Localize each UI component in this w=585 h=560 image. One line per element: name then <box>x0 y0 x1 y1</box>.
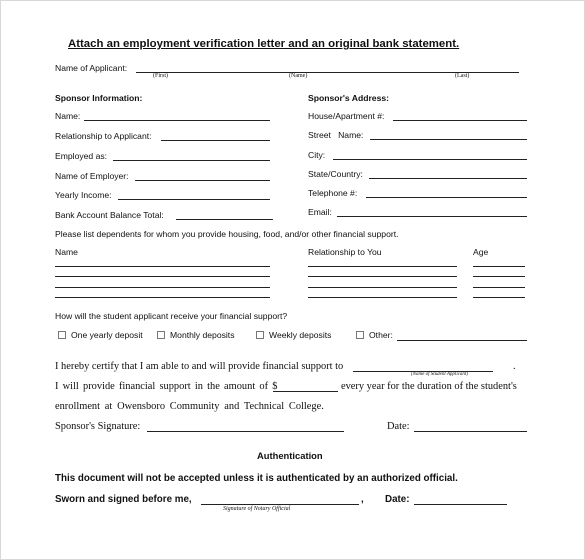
dependents-prompt: Please list dependents for whom you provide housing, food, and/or other financial support. <box>55 229 399 239</box>
support-amount-field[interactable] <box>273 391 338 392</box>
authentication-notice: This document will not be accepted unless it is authenticated by an authorized official. <box>55 473 458 484</box>
dependent-name-field-2[interactable] <box>55 276 270 277</box>
yearly-deposit-label: One yearly deposit <box>71 330 143 340</box>
city-field[interactable] <box>333 159 527 160</box>
state-field[interactable] <box>369 178 527 179</box>
dependent-relationship-field-2[interactable] <box>308 276 457 277</box>
dependent-age-field-4[interactable] <box>473 297 525 298</box>
dependent-age-field-3[interactable] <box>473 287 525 288</box>
dependent-relationship-field-3[interactable] <box>308 287 457 288</box>
yearly-income-label: Yearly Income: <box>55 190 112 200</box>
street-label: Street Name: <box>308 130 364 140</box>
sponsor-address-heading: Sponsor's Address: <box>308 93 389 103</box>
sponsor-date-label: Date: <box>387 421 410 432</box>
dependent-relationship-field-1[interactable] <box>308 266 457 267</box>
house-label: House/Apartment #: <box>308 111 385 121</box>
notary-date-label: Date: <box>385 494 410 505</box>
weekly-deposits-label: Weekly deposits <box>269 330 332 340</box>
monthly-deposits-checkbox[interactable] <box>157 331 165 339</box>
notary-signature-caption: Signature of Notary Official <box>223 506 291 512</box>
dependent-name-field-4[interactable] <box>55 297 270 298</box>
certify-line-1: I hereby certify that I am able to and will provide financial support to <box>55 361 344 372</box>
email-field[interactable] <box>337 216 527 217</box>
applicant-name-label: Name of Applicant: <box>55 63 128 73</box>
dependent-age-field-2[interactable] <box>473 276 525 277</box>
other-checkbox[interactable] <box>356 331 364 339</box>
telephone-field[interactable] <box>366 197 527 198</box>
yearly-deposit-checkbox[interactable] <box>58 331 66 339</box>
applicant-first-caption: (First) <box>153 73 168 79</box>
applicant-last-caption: (Last) <box>455 73 470 79</box>
weekly-deposits-checkbox[interactable] <box>256 331 264 339</box>
sponsor-signature-field[interactable] <box>147 431 344 432</box>
authentication-heading: Authentication <box>257 450 323 461</box>
certify-line-2: I will provide financial support in the amount of $ <box>55 381 278 392</box>
other-field[interactable] <box>397 340 527 341</box>
employed-as-label: Employed as: <box>55 151 108 161</box>
monthly-deposits-label: Monthly deposits <box>170 330 235 340</box>
dependents-relationship-header: Relationship to You <box>308 247 382 257</box>
notary-signature-field[interactable] <box>201 504 359 505</box>
support-question: How will the student applicant receive your financial support? <box>55 311 288 321</box>
bank-balance-label: Bank Account Balance Total: <box>55 210 164 220</box>
certify-line-1-end: . <box>513 361 516 372</box>
student-name-caption: (Name of Student Applicant) <box>411 372 468 377</box>
relationship-field[interactable] <box>161 140 270 141</box>
other-label: Other: <box>369 330 393 340</box>
dependent-name-field-3[interactable] <box>55 287 270 288</box>
sponsor-date-field[interactable] <box>414 431 527 432</box>
sponsor-signature-label: Sponsor's Signature: <box>55 421 141 432</box>
form-title: Attach an employment verification letter and an original bank statement. <box>68 38 460 50</box>
dependent-name-field-1[interactable] <box>55 266 270 267</box>
certify-line-2-end: every year for the duration of the student's <box>341 381 517 392</box>
employer-label: Name of Employer: <box>55 171 129 181</box>
yearly-income-field[interactable] <box>118 199 270 200</box>
bank-balance-field[interactable] <box>176 219 273 220</box>
sponsor-info-heading: Sponsor Information: <box>55 93 143 103</box>
telephone-label: Telephone #: <box>308 188 358 198</box>
employed-as-field[interactable] <box>113 160 270 161</box>
sworn-label: Sworn and signed before me, <box>55 494 192 505</box>
applicant-middle-caption: (Name) <box>289 73 308 79</box>
notary-date-field[interactable] <box>414 504 507 505</box>
house-field[interactable] <box>393 120 527 121</box>
dependents-age-header: Age <box>473 247 489 257</box>
sponsor-name-label: Name: <box>55 111 81 121</box>
dependents-name-header: Name <box>55 247 78 257</box>
sworn-comma: , <box>361 494 364 505</box>
employer-field[interactable] <box>135 180 270 181</box>
sponsor-name-field[interactable] <box>84 120 270 121</box>
street-field[interactable] <box>370 139 527 140</box>
email-label: Email: <box>308 207 332 217</box>
dependent-age-field-1[interactable] <box>473 266 525 267</box>
state-label: State/Country: <box>308 169 363 179</box>
certify-line-3: enrollment at Owensboro Community and Technical College. <box>55 401 324 412</box>
relationship-label: Relationship to Applicant: <box>55 131 152 141</box>
dependent-relationship-field-4[interactable] <box>308 297 457 298</box>
city-label: City: <box>308 150 326 160</box>
